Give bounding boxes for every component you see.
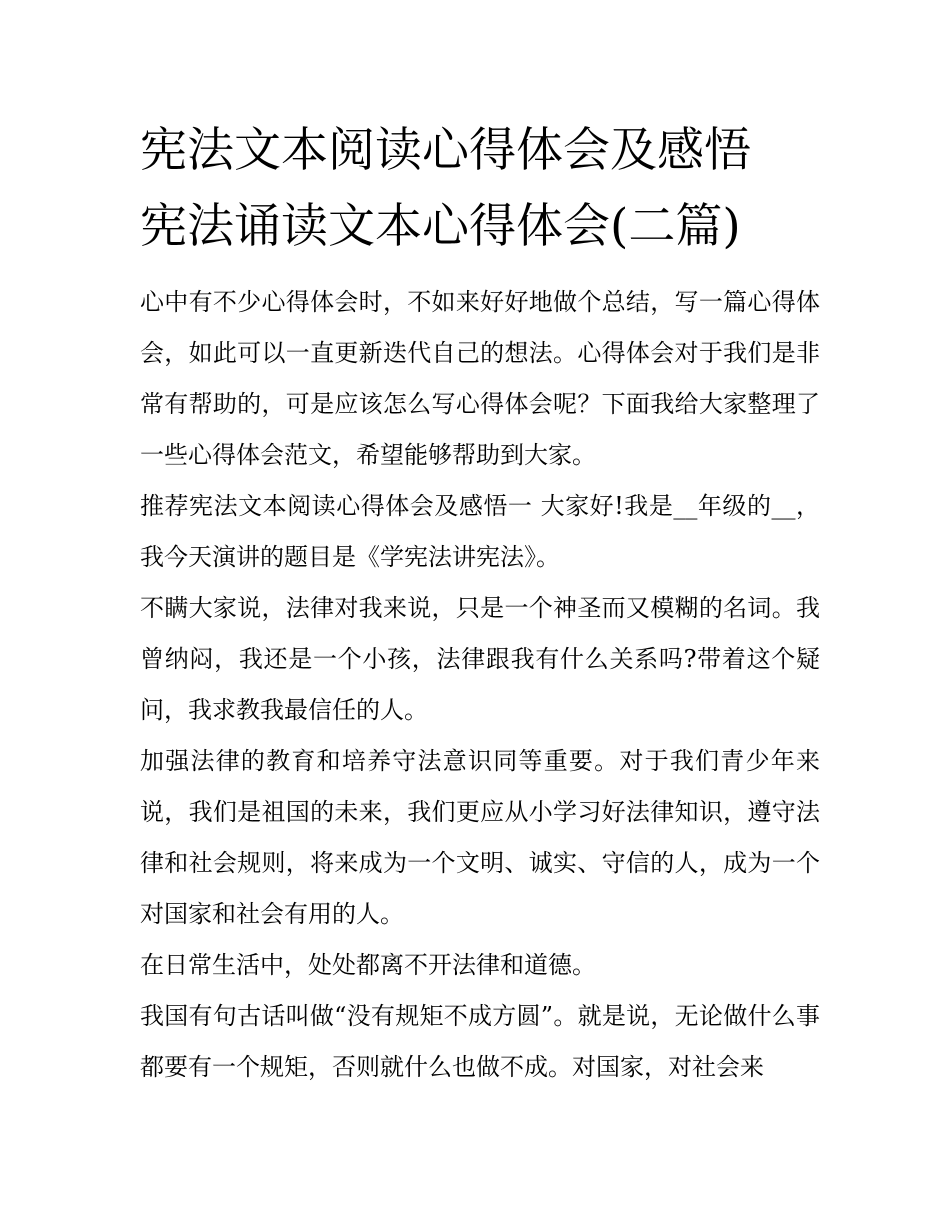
paragraph-law-meaning: 不瞒大家说，法律对我来说，只是一个神圣而又模糊的名词。我曾纳闷，我还是一个小孩，法律跟我有什么关系吗?带着这个疑问，我求教我最信任的人。 (140, 594, 820, 724)
document-content (140, 113, 820, 1093)
title-line-2: 宪法诵读文本心得体会(二篇) (140, 199, 741, 254)
paragraph-daily-life: 在日常生活中，处处都离不开法律和道德。 (140, 951, 596, 979)
paragraph-rules-proverb: 我国有句古话叫做“没有规矩不成方圆”。就是说，无论做什么事都要有一个规矩，否则就什么也做不成。对国家，对社会来 (140, 1002, 820, 1081)
title-line-1: 宪法文本阅读心得体会及感悟 (140, 123, 751, 178)
document-title (140, 113, 820, 265)
paragraph-speech-opening: 推荐宪法文本阅读心得体会及感悟一 大家好!我是__年级的__，我今天演讲的题目是《学宪法讲宪法》。 (140, 492, 820, 571)
paragraph-intro: 心中有不少心得体会时，不如来好好地做个总结，写一篇心得体会，如此可以一直更新迭代自己的想法。心得体会对于我们是非常有帮助的，可是应该怎么写心得体会呢？下面我给大家整理了一些心得体会范文，希望能够帮助到大家。 (140, 288, 820, 469)
paragraph-law-education: 加强法律的教育和培养守法意识同等重要。对于我们青少年来说，我们是祖国的未来，我们更应从小学习好法律知识，遵守法律和社会规则，将来成为一个文明、诚实、守信的人，成为一个对国家和社会有用的人。 (140, 747, 820, 928)
